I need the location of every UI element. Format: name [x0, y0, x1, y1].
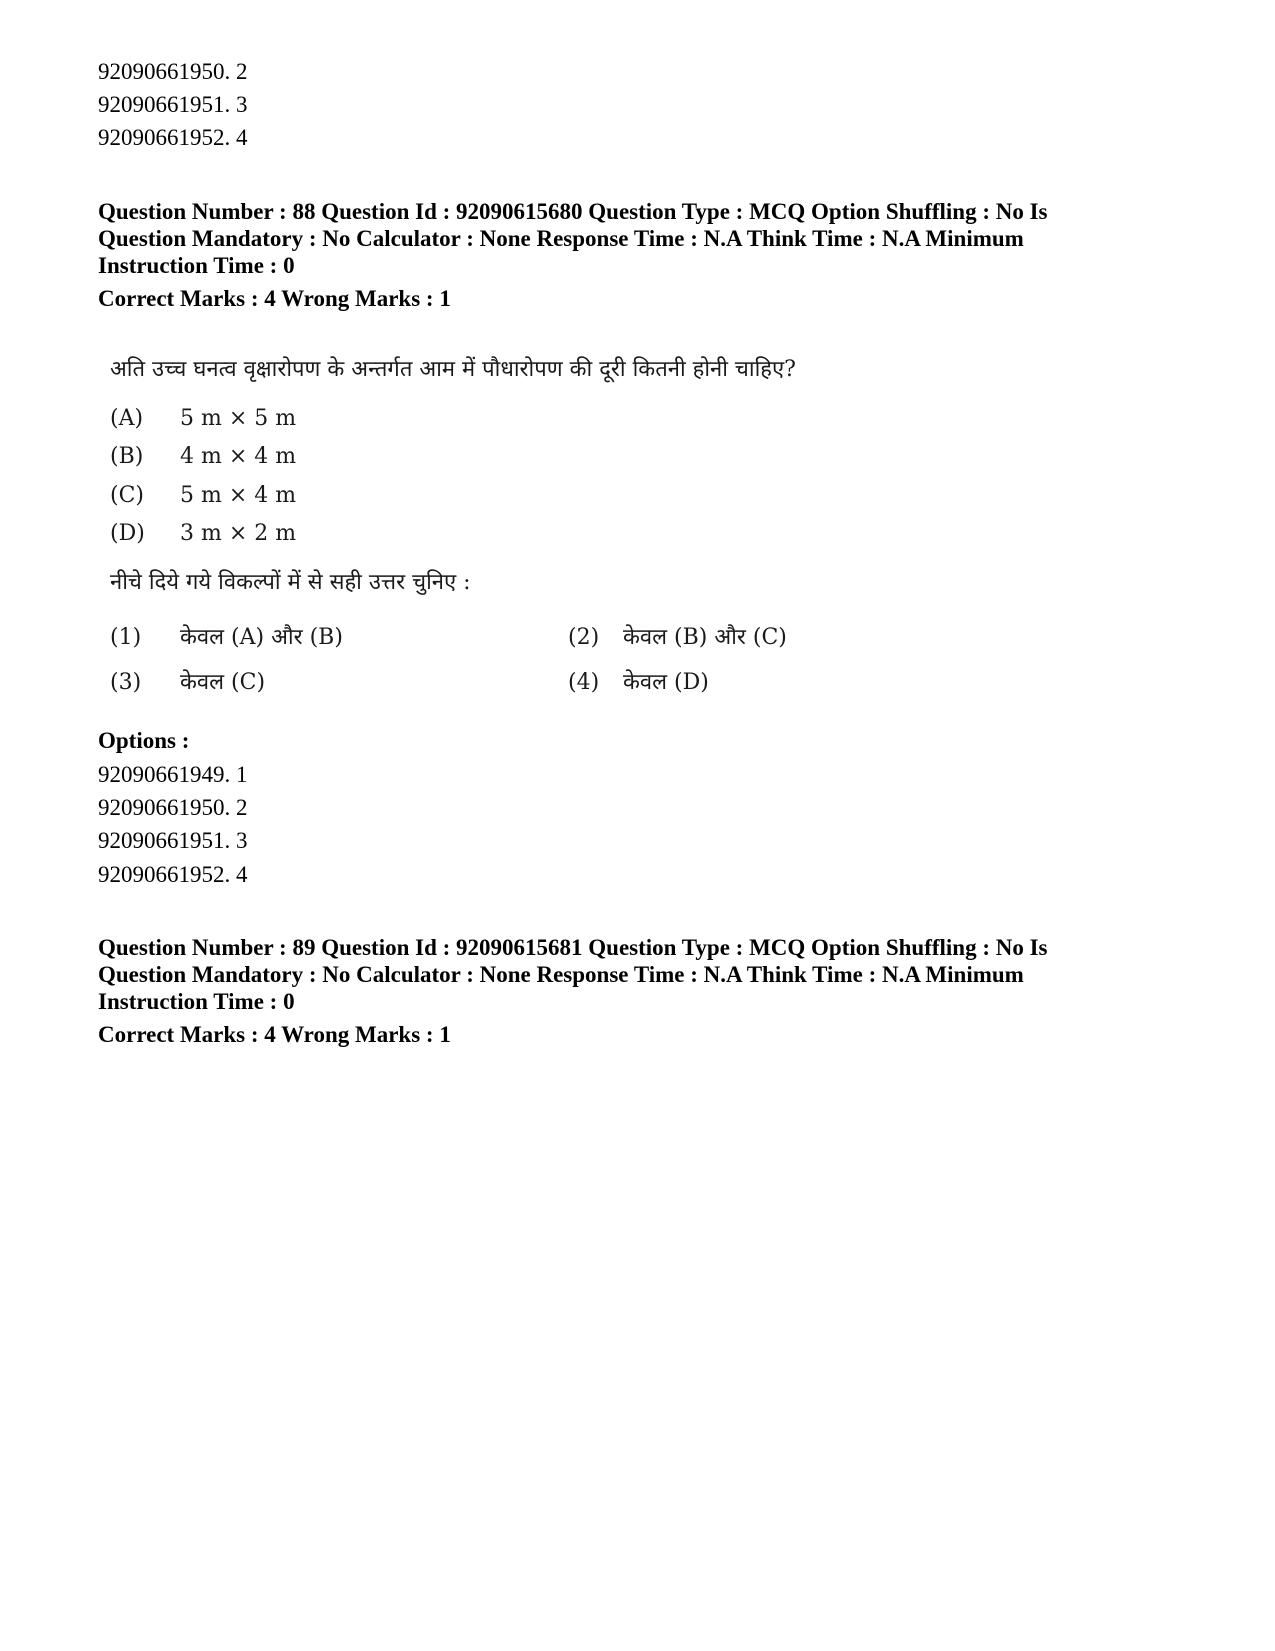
answer-label: (4): [568, 670, 600, 695]
question-header: Instruction Time : 0: [98, 989, 295, 1014]
question-header: Instruction Time : 0: [98, 253, 295, 278]
option-line: 92090661950. 2: [98, 59, 248, 84]
answer-text: केवल (C): [180, 670, 266, 695]
choice-row: [110, 483, 296, 508]
choice-label: (A): [110, 406, 144, 431]
choice-row: [110, 521, 296, 546]
choice-text: 5 m × 5 m: [180, 406, 297, 431]
answer-row: [110, 666, 265, 696]
options-heading: Options :: [98, 728, 190, 753]
marks-line: Correct Marks : 4 Wrong Marks : 1: [98, 1022, 451, 1047]
choice-label: (D): [110, 521, 145, 546]
answer-text: केवल (B) और (C): [623, 625, 787, 650]
choice-label: (B): [110, 444, 144, 469]
answer-text: केवल (D): [623, 670, 709, 695]
choice-text: 3 m × 2 m: [180, 521, 297, 546]
answer-row: [110, 621, 343, 651]
question-header: Question Number : 88 Question Id : 92090615680 Question Type : MCQ Option Shuffling : No Is: [98, 199, 1048, 224]
choice-text: 4 m × 4 m: [180, 444, 297, 469]
option-line: 92090661951. 3: [98, 92, 248, 117]
answer-text: केवल (A) और (B): [180, 625, 343, 650]
question-header: Question Mandatory : No Calculator : None Response Time : N.A Think Time : N.A Minimum: [98, 226, 1024, 251]
choice-label: (C): [110, 483, 144, 508]
question-header: Question Number : 89 Question Id : 92090615681 Question Type : MCQ Option Shuffling : No Is: [98, 935, 1048, 960]
answer-label: (2): [568, 625, 600, 650]
option-line: 92090661952. 4: [98, 862, 248, 887]
answer-row: [568, 621, 787, 651]
question-header: Question Mandatory : No Calculator : None Response Time : N.A Think Time : N.A Minimum: [98, 962, 1024, 987]
choice-row: [110, 444, 296, 469]
question-text: अति उच्च घनत्व वृक्षारोपण के अन्तर्गत आम में पौधारोपण की दूरी कितनी होनी चाहिए?: [110, 357, 796, 382]
option-line: 92090661951. 3: [98, 828, 248, 853]
answer-label: (1): [110, 625, 142, 650]
choice-text: 5 m × 4 m: [180, 483, 297, 508]
option-line: 92090661950. 2: [98, 795, 248, 820]
answer-label: (3): [110, 670, 142, 695]
answer-row: [568, 666, 709, 696]
option-line: 92090661949. 1: [98, 762, 248, 787]
instruction-text: नीचे दिये गये विकल्पों में से सही उत्तर चुनिए :: [110, 570, 471, 595]
marks-line: Correct Marks : 4 Wrong Marks : 1: [98, 286, 451, 311]
option-line: 92090661952. 4: [98, 125, 248, 150]
choice-row: [110, 406, 296, 431]
